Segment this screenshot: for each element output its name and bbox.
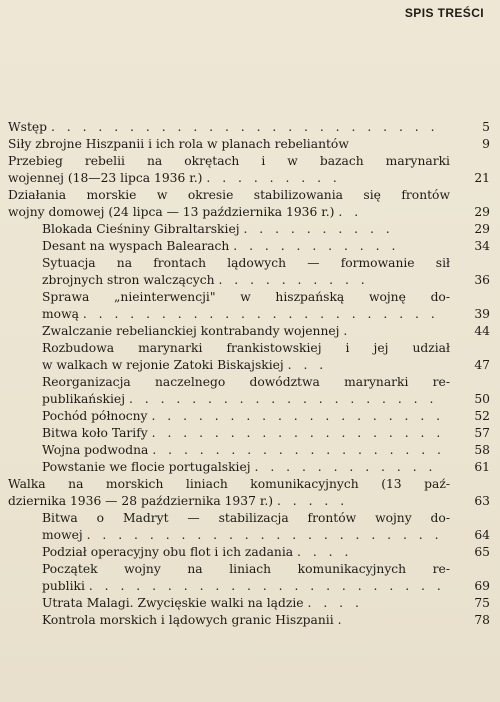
toc-entry-text: Bitwa o Madryt — stabilizacja frontów wojny do- xyxy=(42,511,450,525)
toc-entry xyxy=(8,544,490,561)
leader-dots: . . . . . . . . . . . . . . . . . . . xyxy=(151,409,445,423)
toc-entry-text: Desant na wyspach Balearach xyxy=(42,239,230,253)
toc-entry-text: Początek wojny na liniach komunikacyjnych re- xyxy=(42,562,450,576)
toc-entry-title xyxy=(8,408,490,425)
leader-dots: . xyxy=(343,324,352,338)
toc-entry-line xyxy=(8,204,450,221)
toc-entry xyxy=(8,374,490,408)
page-number: 34 xyxy=(474,239,490,253)
page-number: 75 xyxy=(474,596,490,610)
toc-entry-line xyxy=(42,527,450,544)
toc-entry-title xyxy=(8,238,490,255)
toc-entry xyxy=(8,238,490,255)
leader-dots: . . . . . . . . . . . . . . . . . . . . . . . xyxy=(82,307,439,321)
toc-entry xyxy=(8,408,490,425)
leader-dots: . . . . . . . . . . xyxy=(218,273,369,287)
toc-entry-line xyxy=(42,306,450,323)
toc-entry-text: Wstęp xyxy=(8,120,48,134)
page-number: 50 xyxy=(474,392,490,406)
page-number: 58 xyxy=(474,443,490,457)
toc-entry-line xyxy=(42,459,450,476)
toc-entry-line xyxy=(42,238,450,255)
toc-entry-line xyxy=(8,136,450,153)
leader-dots: . . . . . . . . . . . . . . . . . . . . xyxy=(128,392,438,406)
toc-entry xyxy=(8,561,490,595)
page-number: 47 xyxy=(474,358,490,372)
toc-entry-text: Bitwa koło Tarify xyxy=(42,426,148,440)
leader-dots: . . . . . . . . . . xyxy=(243,222,394,236)
page-number: 64 xyxy=(474,528,490,542)
toc-entry-line xyxy=(42,425,450,442)
leader-dots: . . . . xyxy=(307,596,363,610)
toc-entry-text: Siły zbrojne Hiszpanii i ich rola w planach rebeliantów xyxy=(8,137,349,151)
toc-entry-line xyxy=(42,340,450,357)
toc-entry-text: Kontrola morskich i lądowych granic Hiszpanii xyxy=(42,613,334,627)
toc-entry-line xyxy=(8,153,450,170)
leader-dots: . . . . . . . . . . . . xyxy=(254,460,437,474)
toc-entry-title xyxy=(8,442,490,459)
leader-dots: . . . . . . . . . . . . . . . . . . . xyxy=(151,426,445,440)
toc-entry-line xyxy=(42,561,450,578)
toc-entry-line xyxy=(8,493,450,510)
toc-entry-text: dziernika 1936 — 28 października 1937 r.) xyxy=(8,494,274,508)
page-number: 57 xyxy=(474,426,490,440)
toc-entry-title xyxy=(8,476,490,510)
toc-entry-title xyxy=(8,561,490,595)
toc-entry xyxy=(8,153,490,187)
leader-dots: . . . . . . . . . . . . . . . . . . . . . . . xyxy=(86,528,443,542)
toc-entry xyxy=(8,221,490,238)
toc-entry-text: Działania morskie w okresie stabilizowania się frontów xyxy=(8,188,450,202)
page-number: 52 xyxy=(474,409,490,423)
toc-entry-line xyxy=(42,595,450,612)
toc-entry-title xyxy=(8,510,490,544)
page-number: 36 xyxy=(474,273,490,287)
toc-entry-line xyxy=(42,612,450,629)
toc-entry-text: Powstanie we flocie portugalskiej xyxy=(42,460,251,474)
toc-entry-text: Podział operacyjny obu flot i ich zadania xyxy=(42,545,294,559)
page-number: 21 xyxy=(474,171,490,185)
page-number: 5 xyxy=(482,120,490,134)
toc-entry-text: Walka na morskich liniach komunikacyjnych (13 paź- xyxy=(8,477,450,491)
toc-entry xyxy=(8,476,490,510)
page-number: 61 xyxy=(474,460,490,474)
toc-entry-title xyxy=(8,323,490,340)
toc-entry-line xyxy=(42,544,450,561)
toc-entry-line xyxy=(8,170,450,187)
toc-entry-title xyxy=(8,255,490,289)
toc-entry-text: Wojna podwodna xyxy=(42,443,149,457)
toc-entry xyxy=(8,340,490,374)
toc-entry-title xyxy=(8,459,490,476)
page-number: 63 xyxy=(474,494,490,508)
page-number: 29 xyxy=(474,222,490,236)
toc-entry xyxy=(8,425,490,442)
toc-entry-title xyxy=(8,425,490,442)
toc-entry-line xyxy=(42,323,450,340)
toc-entry xyxy=(8,136,490,153)
page-number: 9 xyxy=(482,137,490,151)
toc-entry-line xyxy=(42,578,450,595)
toc-entry-text: Zwalczanie rebelianckiej kontrabandy wojennej xyxy=(42,324,340,338)
toc-entry xyxy=(8,289,490,323)
toc-entry-line xyxy=(42,408,450,425)
toc-entry-line xyxy=(42,221,450,238)
toc-entry-text: Reorganizacja naczelnego dowództwa marynarki re- xyxy=(42,375,450,389)
table-of-contents xyxy=(8,119,490,629)
toc-entry-title xyxy=(8,544,490,561)
toc-entry-text: Przebieg rebelii na okrętach i w bazach marynarki xyxy=(8,154,450,168)
page-number: 69 xyxy=(474,579,490,593)
leader-dots: . . . . . . . . . xyxy=(206,171,341,185)
toc-entry xyxy=(8,612,490,629)
toc-entry-title xyxy=(8,374,490,408)
toc-entry-line xyxy=(8,119,450,136)
toc-entry-text: Sprawa „nieinterwencji" w hiszpańską wojnę do- xyxy=(42,290,450,304)
page-title: SPIS TREŚCI xyxy=(404,6,484,20)
toc-entry-title xyxy=(8,153,490,187)
leader-dots: . . . xyxy=(287,358,328,372)
toc-entry-text: Sytuacja na frontach lądowych — formowanie sił xyxy=(42,256,450,270)
leader-dots: . . . . . xyxy=(276,494,349,508)
toc-entry-text: publikańskiej xyxy=(42,392,126,406)
toc-entry xyxy=(8,442,490,459)
toc-entry-text: w walkach w rejonie Zatoki Biskajskiej xyxy=(42,358,284,372)
toc-entry-line xyxy=(8,476,450,493)
toc-entry-line xyxy=(42,255,450,272)
toc-entry xyxy=(8,187,490,221)
toc-entry-line xyxy=(42,510,450,527)
toc-entry-text: publiki xyxy=(42,579,85,593)
toc-entry-text: mowej xyxy=(42,528,83,542)
page-number: 78 xyxy=(474,613,490,627)
toc-entry xyxy=(8,323,490,340)
toc-entry-title xyxy=(8,136,490,153)
leader-dots: . . . . . . . . . . . xyxy=(233,239,400,253)
toc-entry-title xyxy=(8,187,490,221)
toc-entry-title xyxy=(8,340,490,374)
toc-entry-title xyxy=(8,119,490,136)
leader-dots: . . . . . . . . . . . . . . . . . . . . . . . . . xyxy=(50,120,439,134)
toc-entry-title xyxy=(8,221,490,238)
toc-entry xyxy=(8,119,490,136)
leader-dots: . . xyxy=(338,205,363,219)
toc-entry-text: wojny domowej (24 lipca — 13 października 1936 r.) xyxy=(8,205,335,219)
toc-entry-line xyxy=(42,357,450,374)
leader-dots: . . . . . . . . . . . . . . . . . . . . . . . xyxy=(88,579,445,593)
page-number: 65 xyxy=(474,545,490,559)
toc-entry xyxy=(8,510,490,544)
toc-entry-line xyxy=(42,374,450,391)
toc-entry-text: Utrata Malagi. Zwycięskie walki na lądzie xyxy=(42,596,304,610)
toc-entry-text: Blokada Cieśniny Gibraltarskiej xyxy=(42,222,240,236)
toc-entry-title xyxy=(8,289,490,323)
toc-entry-text: Rozbudowa marynarki frankistowskiej i jej udział xyxy=(42,341,450,355)
leader-dots: . . . . . . . . . . . . . . . . . . . xyxy=(152,443,445,457)
toc-entry-title xyxy=(8,612,490,629)
toc-entry-line xyxy=(42,391,450,408)
toc-entry-line xyxy=(42,442,450,459)
toc-entry-text: Pochód północny xyxy=(42,409,148,423)
toc-entry-line xyxy=(8,187,450,204)
page-number: 29 xyxy=(474,205,490,219)
page-number: 44 xyxy=(474,324,490,338)
toc-entry xyxy=(8,255,490,289)
page-number: 39 xyxy=(474,307,490,321)
leader-dots: . xyxy=(337,613,346,627)
toc-entry xyxy=(8,595,490,612)
toc-entry-title xyxy=(8,595,490,612)
toc-entry-line xyxy=(42,289,450,306)
toc-entry-text: mową xyxy=(42,307,79,321)
toc-entry-line xyxy=(42,272,450,289)
leader-dots: . . . . xyxy=(297,545,353,559)
toc-entry-text: wojennej (18—23 lipca 1936 r.) xyxy=(8,171,203,185)
toc-entry-text: zbrojnych stron walczących xyxy=(42,273,215,287)
toc-entry xyxy=(8,459,490,476)
